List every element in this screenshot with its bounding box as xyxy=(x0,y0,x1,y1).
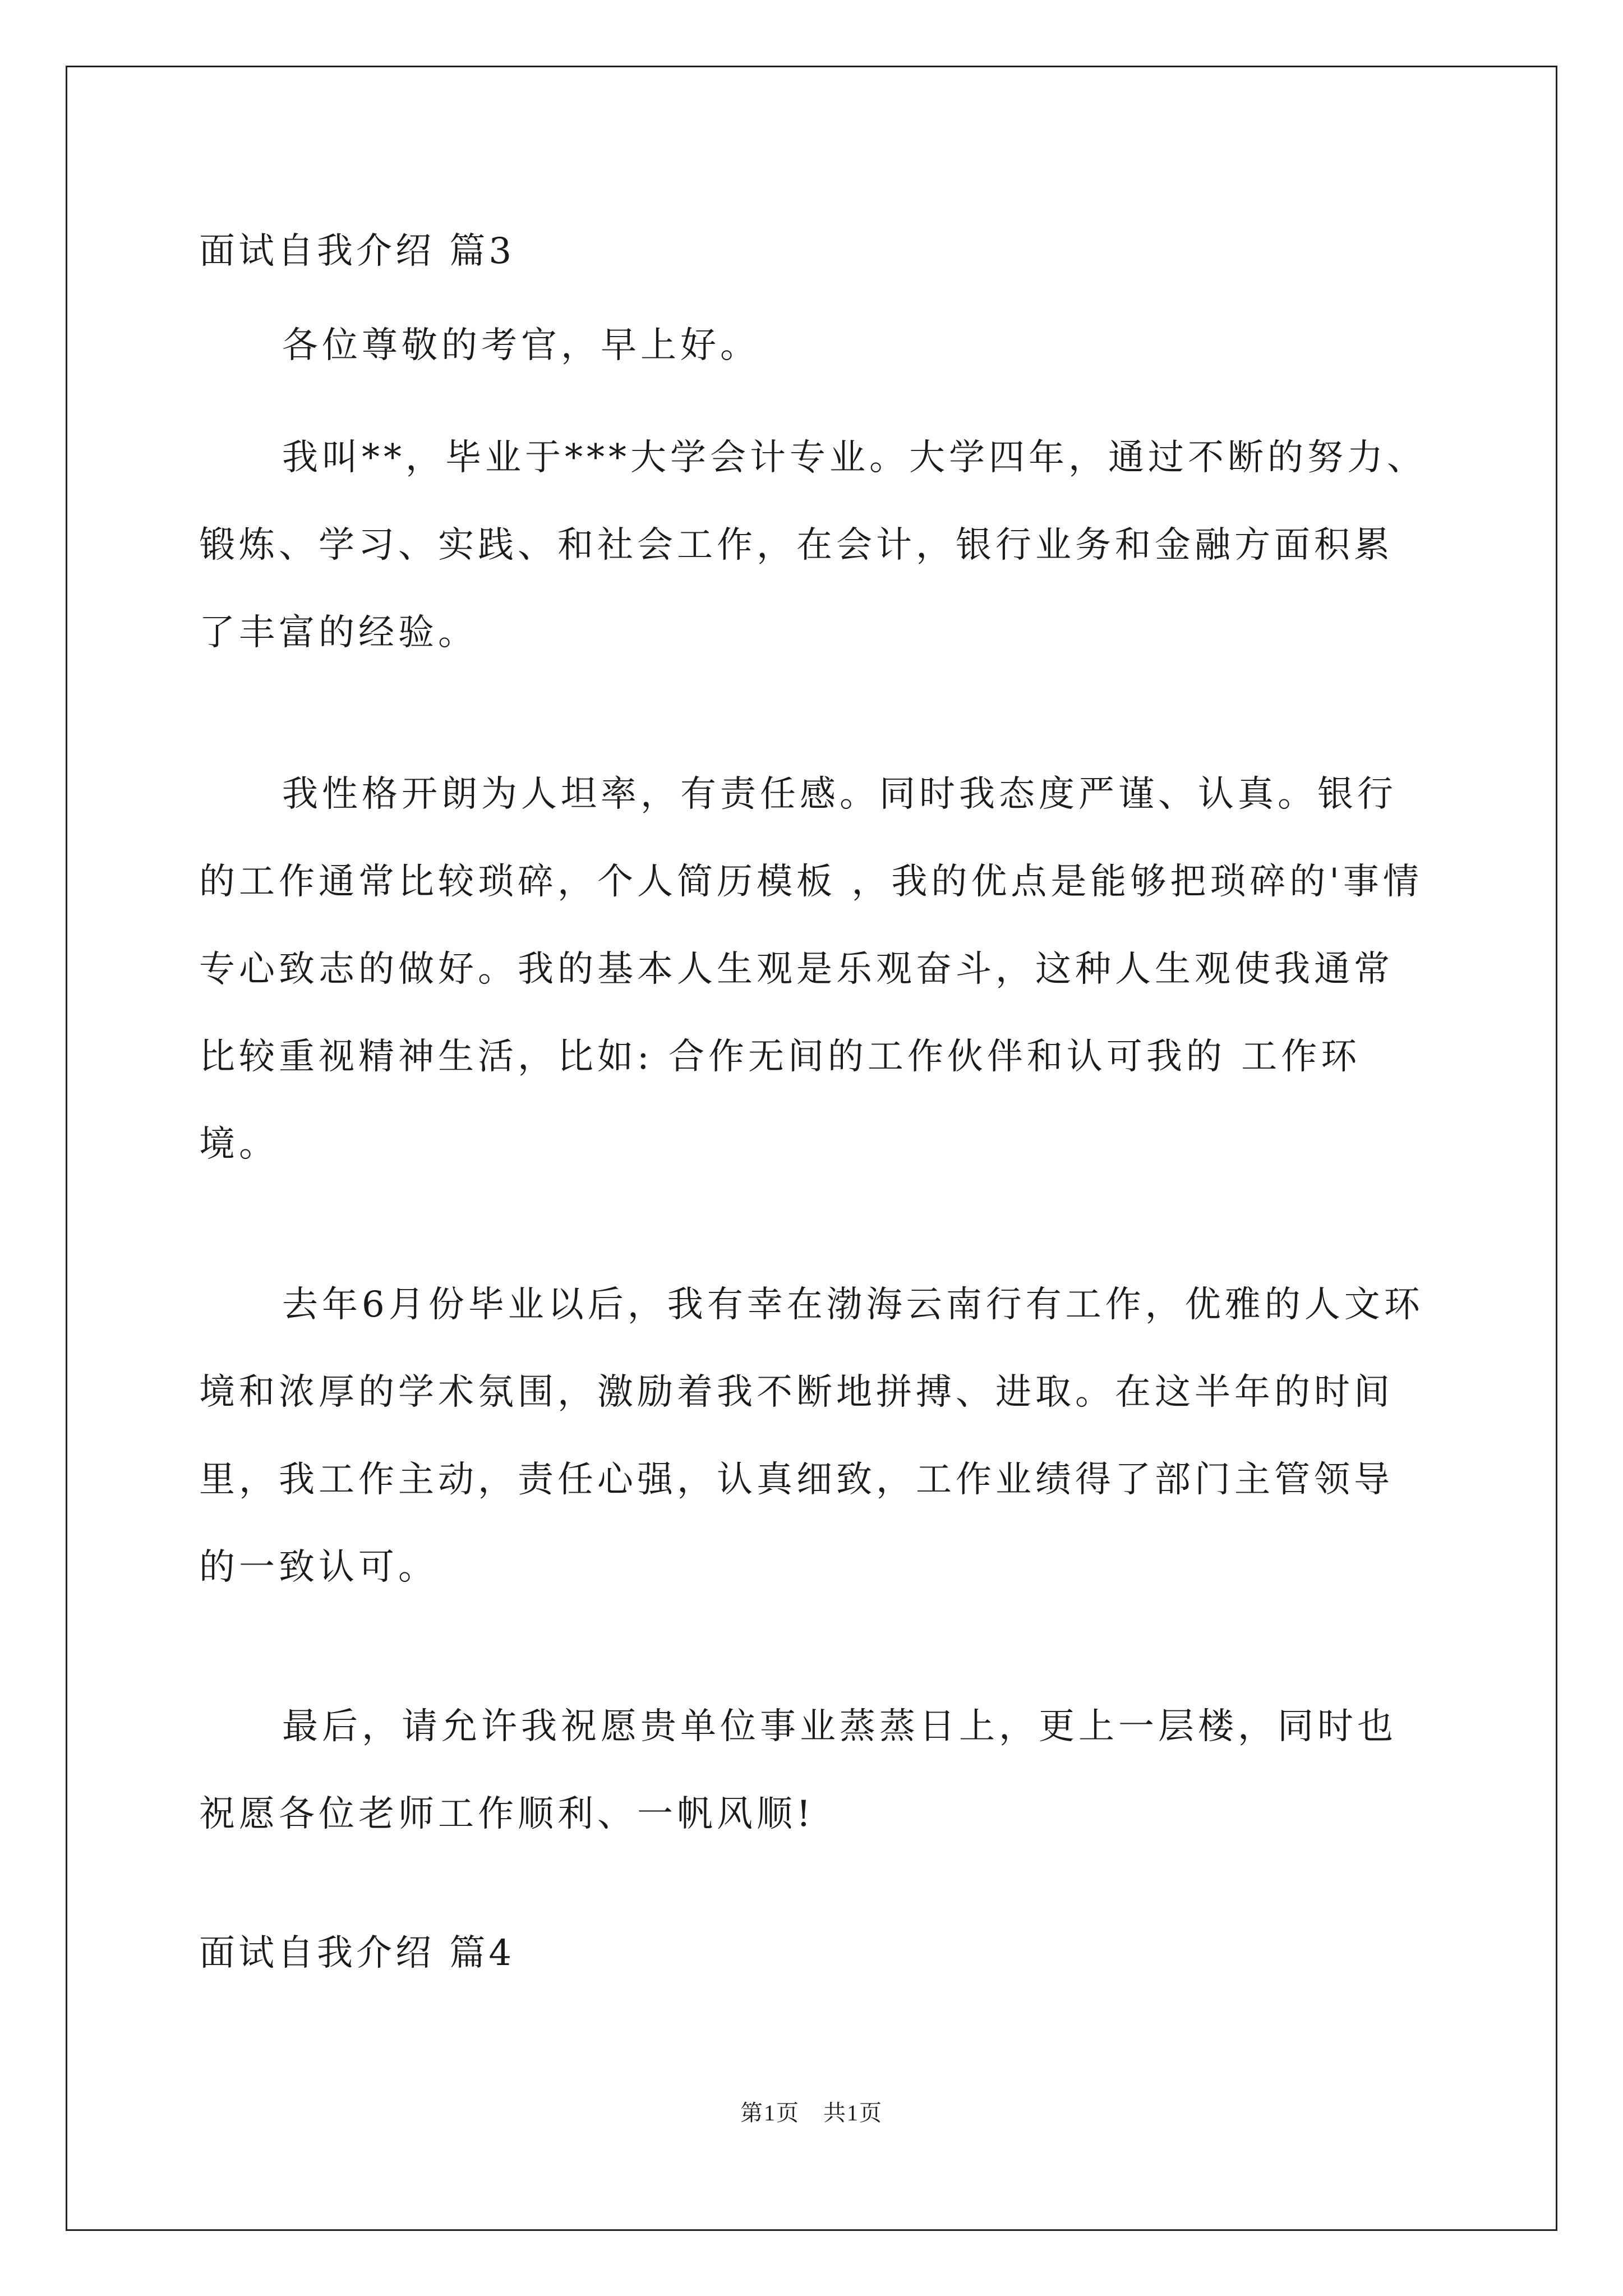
paragraph-personality: 我性格开朗为人坦率，有责任感。同时我态度严谨、认真。银行的工作通常比较琐碎，个人简历模板 ，我的优点是能够把琐碎的'事情专心致志的做好。我的基本人生观是乐观奋斗，这种人生观使我通常比较重视精神生活，比如: 合作无间的工作伙伴和认可我的 工作环境。 xyxy=(199,774,1423,1165)
paragraph-education: 我叫**，毕业于***大学会计专业。大学四年，通过不断的努力、锻炼、学习、实践、和社会工作，在会计，银行业务和金融方面积累了丰富的经验。 xyxy=(199,437,1427,654)
section-title-3: 面试自我介绍 篇3 xyxy=(199,231,515,272)
section-title-4: 面试自我介绍 篇4 xyxy=(199,1932,515,1974)
paragraph-greeting: 各位尊敬的考官，早上好。 xyxy=(282,325,760,366)
paragraph-closing: 最后，请允许我祝愿贵单位事业蒸蒸日上，更上一层楼，同时也祝愿各位老师工作顺利、一帆风顺! xyxy=(199,1706,1397,1835)
paragraph-work-experience: 去年6月份毕业以后，我有幸在渤海云南行有工作，优雅的人文环境和浓厚的学术氛围，激励着我不断地拼搏、进取。在这半年的时间里，我工作主动，责任心强，认真细致，工作业绩得了部门主管领导的一致认可。 xyxy=(199,1284,1424,1588)
page-footer: 第1页 共1页 xyxy=(740,2100,883,2125)
